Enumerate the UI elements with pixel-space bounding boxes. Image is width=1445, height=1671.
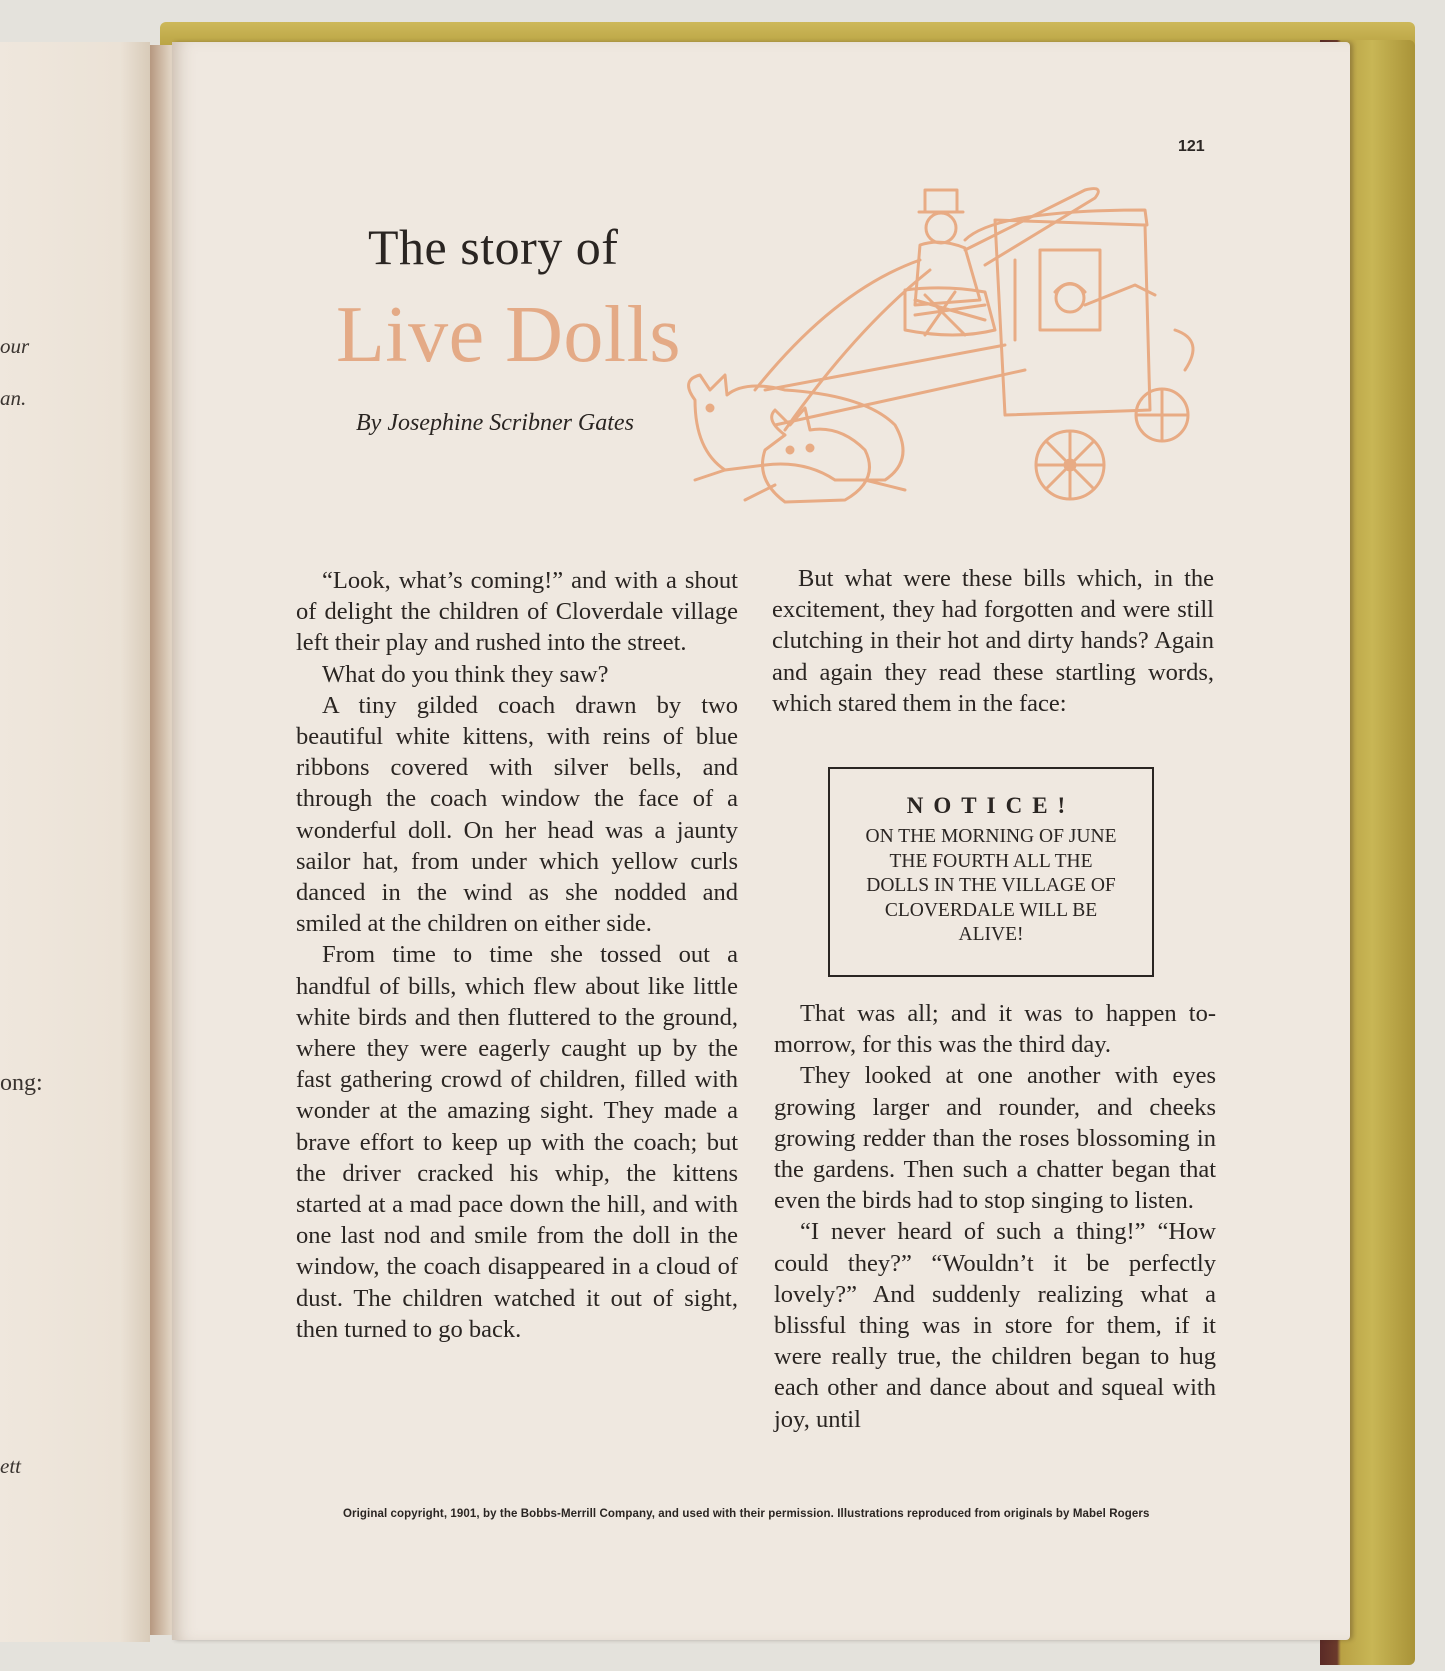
left-page-fragment: ett xyxy=(0,1454,21,1478)
notice-body: ON THE MORNING OF JUNE THE FOURTH ALL THE DOLLS IN THE VILLAGE OF CLOVERDALE WILL BE ALIVE! xyxy=(865,826,1117,945)
paragraph: But what were these bills which, in the excitement, they had forgotten and were still clutching in their hot and dirty hands? Again and again they read these startling words, which stared them in the face: xyxy=(772,565,1214,717)
right-column-top xyxy=(772,563,1214,719)
left-page-fragment: an. xyxy=(0,386,27,410)
paragraph: From time to time she tossed out a handful of bills, which flew about like little white birds and then fluttered to the ground, where they were eagerly caught up by the fast gathering crowd of children, filled with wonder at the amazing sight. They made a brave effort to keep up with the coach; but the driver cracked his whip, the kittens started at a mad pace down the hill, and with one last nod and smile from the doll in the window, the coach disappeared in a cloud of dust. The children watched it out of sight, then turned to go back. xyxy=(296,941,738,1343)
paragraph: “Look, what’s coming!” and with a shout of delight the children of Cloverdale village left their play and rushed into the street. xyxy=(296,567,738,657)
copyright-footer: Original copyright, 1901, by the Bobbs-Merrill Company, and used with their permission. Illustrations reproduced from originals by Mabel Rogers xyxy=(343,1508,1150,1520)
paragraph: “I never heard of such a thing!” “How could they?” “Wouldn’t it be perfectly lovely?” And suddenly realizing what a blissful thing was in store for them, if it were really true, the children began to hug each other and dance about and squeal with joy, until xyxy=(774,1218,1216,1433)
right-column-bottom xyxy=(774,998,1216,1435)
paragraph: What do you think they saw? xyxy=(322,660,609,688)
page-number: 121 xyxy=(1178,138,1205,155)
paragraph: That was all; and it was to happen to-morrow, for this was the third day. xyxy=(774,1000,1216,1059)
notice-title: NOTICE! xyxy=(906,793,1076,818)
coach-with-kittens-illustration xyxy=(665,180,1225,545)
story-title: Live Dolls xyxy=(336,291,681,379)
left-page-fragment: our xyxy=(0,334,30,358)
title-line-1: The story of xyxy=(368,219,619,275)
left-page xyxy=(0,42,150,1642)
paragraph: They looked at one another with eyes growing larger and rounder, and cheeks growing redder than the roses blossoming in the gardens. Then such a chatter began that even the birds had to stop singing to listen. xyxy=(774,1062,1216,1215)
paragraph: A tiny gilded coach drawn by two beautiful white kittens, with reins of blue ribbons covered with silver bells, and through the coach window the face of a wonderful doll. On her head was a jaunty sailor hat, from under which yellow curls danced in the wind as she nodded and smiled at the children on either side. xyxy=(296,691,738,938)
left-page-fragment: ong: xyxy=(0,1070,43,1096)
author-byline: By Josephine Scribner Gates xyxy=(356,410,634,436)
notice-box xyxy=(828,767,1154,977)
left-column xyxy=(296,565,738,1345)
